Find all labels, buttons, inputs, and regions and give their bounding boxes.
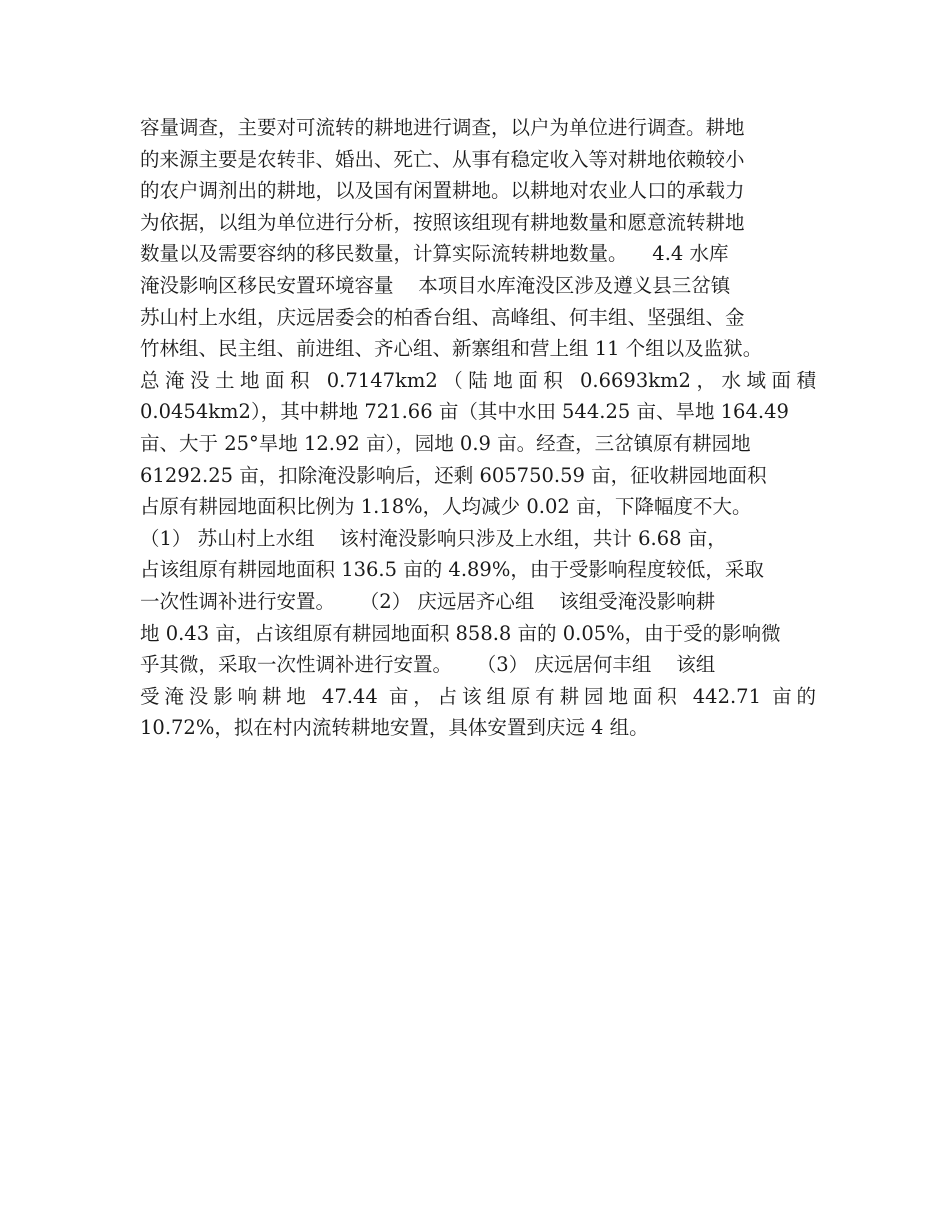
text-line-18: 乎其微，采取一次性调补进行安置。 （3） 庆远居何丰组 该组 <box>140 653 716 677</box>
text-line-4: 为依据，以组为单位进行分析，按照该组现有耕地数量和愿意流转耕地 <box>140 210 745 234</box>
text-line-6: 淹没影响区移民安置环境容量 本项目水库淹没区涉及遵义县三岔镇 <box>140 273 731 297</box>
text-line-17: 地 0.43 亩，占该组原有耕园地面积 858.8 亩的 0.05%，由于受的影响微 <box>140 621 781 645</box>
text-line-16: 一次性调补进行安置。 （2） 庆远居齐心组 该组受淹没影响耕 <box>140 589 716 613</box>
text-line-3: 的农户调剂出的耕地，以及国有闲置耕地。以耕地对农业人口的承载力 <box>140 179 745 203</box>
text-line-19: 受淹没影响耕地 47.44 亩，占该组原有耕园地面积 442.71 亩的 <box>140 684 816 708</box>
text-line-10: 0.0454km2），其中耕地 721.66 亩（其中水田 544.25 亩、旱地 164.49 <box>140 400 789 424</box>
text-line-7: 苏山村上水组，庆远居委会的柏香台组、高峰组、何丰组、坚强组、金 <box>140 305 745 329</box>
text-line-12: 61292.25 亩，扣除淹没影响后，还剩 605750.59 亩，征收耕园地面积 <box>140 463 767 487</box>
text-line-8: 竹林组、民主组、前进组、齐心组、新寨组和营上组 11 个组以及监狱。 <box>140 337 763 361</box>
text-line-14: （1） 苏山村上水组 该村淹没影响只涉及上水组，共计 6.68 亩， <box>140 526 727 550</box>
text-line-2: 的来源主要是农转非、婚出、死亡、从事有稳定收入等对耕地依赖较小 <box>140 147 745 171</box>
text-line-5: 数量以及需要容纳的移民数量，计算实际流转耕地数量。 4.4 水库 <box>140 242 729 266</box>
text-line-1: 容量调查，主要对可流转的耕地进行调查，以户为单位进行调查。耕地 <box>140 116 745 139</box>
text-line-11: 亩、大于 25°旱地 12.92 亩），园地 0.9 亩。经查，三岔镇原有耕园地 <box>140 431 751 455</box>
text-line-20: 10.72%，拟在村内流转耕地安置，具体安置到庆远 4 组。 <box>140 716 649 740</box>
text-line-13: 占原有耕园地面积比例为 1.18%，人均减少 0.02 亩，下降幅度不大。 <box>140 495 752 519</box>
text-line-9: 总淹没土地面积 0.7147km2（陆地面积 0.6693km2，水域面積 <box>140 368 816 392</box>
text-line-15: 占该组原有耕园地面积 136.5 亩的 4.89%，由于受影响程度较低，采取 <box>140 558 764 582</box>
body-text <box>140 112 816 744</box>
